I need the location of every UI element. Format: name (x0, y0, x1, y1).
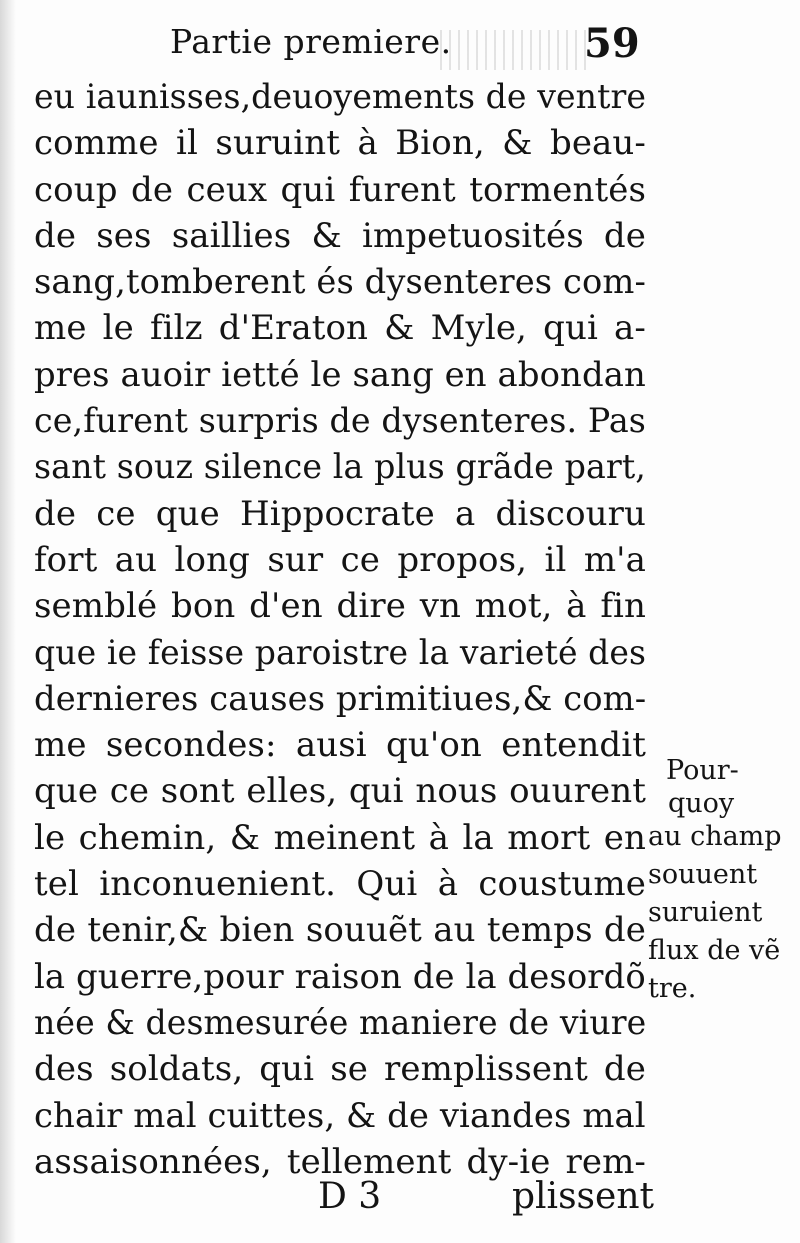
running-head: Partie premiere. (170, 22, 452, 61)
text-line-3: coup de ceux qui furent tormentés (34, 169, 646, 210)
text-line-23: chair mal cuittes, & de viandes mal (34, 1095, 646, 1136)
margin-note-line-3: au champ (648, 821, 782, 852)
margin-note-line-4: souuent (648, 859, 758, 890)
text-line-14: dernieres causes primitiues,& com- (34, 678, 647, 719)
page-header (0, 20, 800, 76)
text-line-17: le chemin, & meinent à la mort en (34, 817, 646, 858)
text-line-2: comme il suruint à Bion, & beau- (34, 123, 646, 164)
catchword: plissent (512, 1176, 654, 1217)
text-line-20: la guerre,pour raison de la desordõ (34, 956, 646, 997)
text-line-5: sang,tomberent és dysenteres com- (34, 262, 646, 303)
margin-note-line-2: quoy (668, 788, 735, 819)
text-line-1: eu iaunisses,deuoyements de ventre (34, 77, 647, 117)
text-line-16: que ce sont elles, qui nous ouurent (34, 771, 646, 812)
margin-note-line-5: suruient (648, 897, 763, 928)
text-line-9: sant souz silence la plus grãde part, (34, 447, 646, 488)
signature-mark: D 3 (318, 1176, 382, 1217)
margin-note-line-1: Pour- (666, 755, 739, 786)
text-line-12: semblé bon d'en dire vn mot, à fin (34, 586, 646, 627)
text-line-15: me secondes: ausi qu'on entendit (34, 725, 646, 766)
text-line-6: me le filz d'Eraton & Myle, qui a- (34, 308, 646, 349)
text-line-19: de tenir,& bien souuẽt au temps de (34, 910, 646, 951)
marginal-note (648, 752, 796, 1008)
text-line-7: pres auoir ietté le sang en abondan (34, 354, 646, 395)
text-line-18: tel inconuenient. Qui à coustume (34, 864, 646, 905)
text-line-21: née & desmesurée maniere de viure (34, 1002, 647, 1043)
text-line-24: assaisonnées, tellement dy-ie rem- (34, 1141, 646, 1182)
gutter-shadow (0, 0, 16, 1243)
text-line-22: des soldats, qui se remplissent de (34, 1049, 646, 1090)
text-line-4: de ses saillies & impetuosités de (34, 215, 646, 256)
margin-note-line-7: tre. (648, 973, 697, 1004)
text-line-10: de ce que Hippocrate a discouru (34, 493, 646, 534)
page-number: 59 (584, 20, 640, 67)
text-line-13: que ie feisse paroistre la varieté des (34, 632, 647, 673)
text-line-11: fort au long sur ce propos, il m'a (34, 539, 646, 580)
text-line-8: ce,furent surpris de dysenteres. Pas (34, 401, 646, 442)
margin-note-line-6: flux de vẽ (648, 935, 781, 966)
page-footer (0, 1176, 800, 1236)
main-text-block (34, 74, 646, 1185)
